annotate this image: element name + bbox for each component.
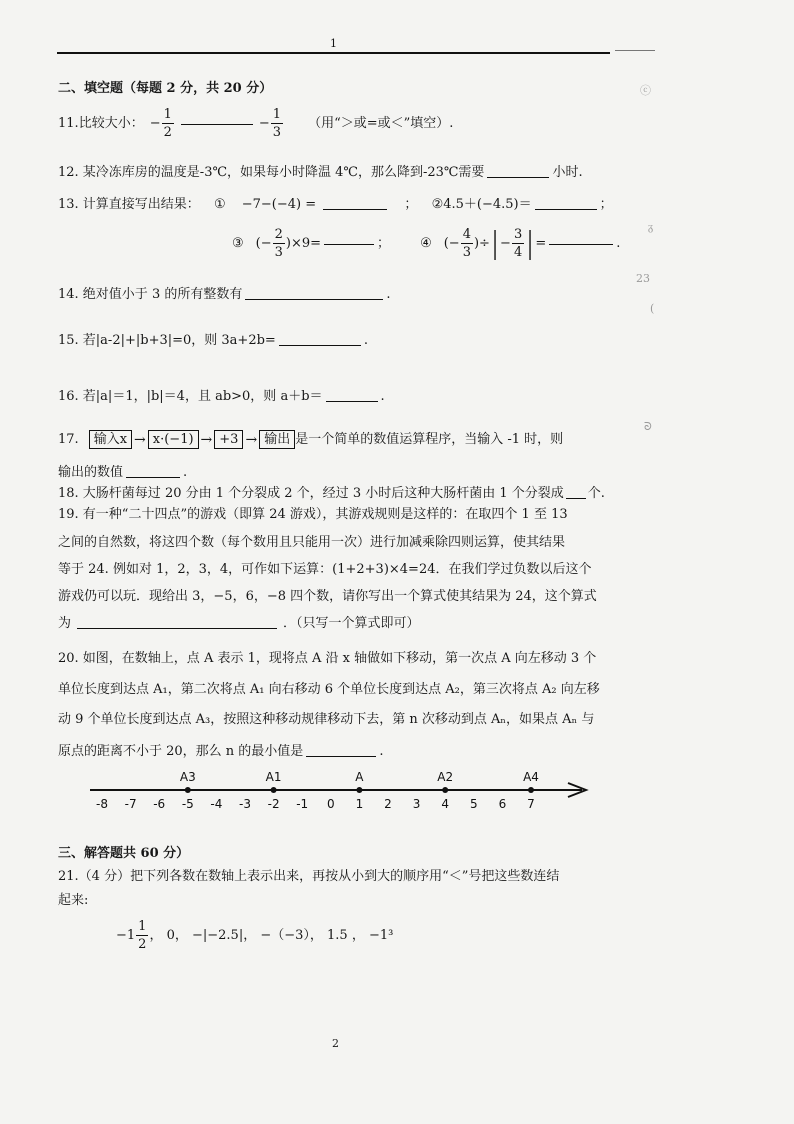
- header-rule: [57, 52, 610, 54]
- flow-box-multiply: x·(−1): [148, 430, 199, 449]
- question-13: 13. 计算直接写出结果： ① −7−(−4) = ； ②4.5＋(−4.5)＝ ；: [58, 197, 613, 212]
- point-label: A3: [179, 770, 196, 784]
- question-21-line2: 起来:: [58, 893, 89, 908]
- margin-mark: ᘐ: [644, 420, 652, 433]
- point-label: A2: [437, 770, 454, 784]
- fraction: $\frac{1}{2}$: [138, 919, 147, 952]
- point-marker: [442, 787, 448, 793]
- tick-label: 3: [412, 797, 421, 811]
- tick-label: -2: [267, 797, 280, 811]
- question-11: [58, 108, 453, 139]
- question-20-line1: 20. 如图，在数轴上，点 A 表示 1，现将点 A 沿 x 轴做如下移动，第一次点 A 向左移动 3 个: [58, 651, 597, 666]
- tick-label: -5: [181, 797, 194, 811]
- answer-blank[interactable]: [549, 243, 613, 245]
- page-number-bottom: 2: [332, 1037, 339, 1050]
- question-text: 14. 绝对值小于 3 的所有整数有: [58, 287, 243, 302]
- answer-blank[interactable]: [306, 755, 376, 757]
- question-13-line2: ③ (− $\frac{2}{3}$ )×9= ； ④ (− $\frac{4}{3}$ )÷ | − $\frac{3}{4}$ | = .: [232, 225, 621, 261]
- point-label: A1: [265, 770, 282, 784]
- fraction: $\frac{2}{3}$: [274, 227, 283, 260]
- question-19-line1: 19. 有一种“二十四点”的游戏（即算 24 游戏），其游戏规则是这样的：在取四个 1 至 13: [58, 507, 568, 522]
- question-text: 13. 计算直接写出结果：: [58, 197, 200, 212]
- tick-label: -4: [210, 797, 223, 811]
- answer-blank[interactable]: [77, 627, 277, 629]
- question-19-line2: 之间的自然数，将这四个数（每个数用且只能用一次）进行加减乘除四则运算，使其结果: [58, 535, 566, 550]
- arrow-right-icon: →: [134, 431, 146, 448]
- question-text: 15. 若|a-2|+|b+3|=0，则 3a+2b=: [58, 333, 276, 348]
- question-19-line3: 等于 24. 例如对 1，2，3，4，可作如下运算：(1+2+3)×4=24．在我们学过负数以后这个: [58, 562, 592, 577]
- question-text: 12. 某冷冻库房的温度是-3℃，如果每小时降温 4℃，那么降到-23℃需要: [58, 165, 485, 180]
- fraction: $\frac{4}{3}$: [462, 227, 471, 260]
- tick-label: 0: [326, 797, 335, 811]
- answer-blank[interactable]: [324, 243, 374, 245]
- absolute-bar: |: [527, 225, 534, 261]
- fraction: $\frac{3}{4}$: [513, 227, 523, 260]
- question-text: 比较大小：: [78, 116, 144, 131]
- tick-label: -7: [124, 797, 137, 811]
- answer-blank[interactable]: [279, 344, 361, 346]
- answer-blank[interactable]: [487, 176, 549, 178]
- point-marker: [356, 787, 362, 793]
- mixed-number-sign: −1: [116, 928, 136, 943]
- tick-label: -8: [96, 797, 108, 811]
- question-20-line4: 原点的距离不小于 20，那么 n 的最小值是 .: [58, 744, 384, 759]
- answer-blank[interactable]: [323, 208, 387, 210]
- question-21-numbers: [116, 920, 393, 951]
- point-marker: [185, 787, 191, 793]
- number-list: ， 0， −|−2.5|， −（−3）， 1.5 ， −1³: [149, 928, 394, 943]
- page-number-top: 1: [330, 37, 337, 50]
- answer-blank[interactable]: [126, 476, 180, 478]
- point-label: A: [355, 770, 364, 784]
- tick-label: -1: [296, 797, 309, 811]
- question-14: 14. 绝对值小于 3 的所有整数有 .: [58, 287, 391, 302]
- tick-label: 6: [498, 797, 507, 811]
- answer-blank[interactable]: [566, 497, 586, 499]
- minus-sign: −: [258, 116, 270, 131]
- question-16: 16. 若|a|＝1，|b|＝4，且 ab>0，则 a＋b＝ .: [58, 389, 385, 404]
- flow-box-input: 输入x: [89, 430, 132, 449]
- question-19-line4: 游戏仍可以玩．现给出 3，−5，6，−8 四个数，请你写出一个算式使其结果为 24，这个算式: [58, 589, 597, 604]
- fraction: $\frac{1}{3}$: [272, 107, 282, 140]
- answer-blank[interactable]: [245, 298, 383, 300]
- question-15: 15. 若|a-2|+|b+3|=0，则 3a+2b= .: [58, 333, 368, 348]
- part-label: ①: [213, 197, 226, 212]
- question-17: [58, 430, 563, 449]
- arrow-right-icon: →: [200, 431, 213, 448]
- tick-label: 5: [469, 797, 478, 811]
- answer-blank[interactable]: [181, 123, 253, 125]
- section-heading: 三、解答题共 60 分）: [58, 846, 190, 861]
- part-label: ③: [232, 236, 244, 251]
- question-18: 18. 大肠杆菌每过 20 分由 1 个分裂成 2 个，经过 3 小时后这种大肠杆菌由 1 个分裂成 个.: [58, 486, 605, 501]
- point-marker: [528, 787, 534, 793]
- flow-box-output: 输出: [259, 430, 295, 449]
- margin-mark: 23: [636, 272, 650, 285]
- tick-label: 4: [441, 797, 450, 811]
- question-20-line3: 动 9 个单位长度到达点 A₃，按照这种移动规律移动下去，第 n 次移动到点 Aₙ，如果点 Aₙ 与: [58, 712, 595, 727]
- answer-blank[interactable]: [535, 208, 597, 210]
- arrow-right-icon: →: [245, 431, 258, 448]
- answer-blank[interactable]: [326, 400, 378, 402]
- margin-mark: (: [650, 302, 655, 315]
- tick-label: -6: [153, 797, 166, 811]
- unit-text: 小时.: [552, 165, 583, 180]
- question-12: [58, 166, 583, 179]
- tick-label: 1: [355, 797, 364, 811]
- expression: ②4.5＋(−4.5)＝: [431, 197, 532, 212]
- question-number: 17.: [58, 432, 79, 447]
- margin-mark: ᵹ: [648, 220, 654, 233]
- question-21-line1: 21.（4 分）把下列各数在数轴上表示出来，再按从小到大的顺序用“＜”号把这些数连结: [58, 869, 560, 884]
- question-text: 是一个简单的数值运算程序，当输入 -1 时，则: [295, 432, 564, 447]
- question-number: 11.: [58, 116, 79, 131]
- expression: −7−(−4) =: [241, 197, 317, 212]
- number-line-figure: [88, 762, 598, 818]
- instruction-note: （用“＞或=或＜”填空）.: [308, 116, 454, 131]
- margin-mark: ⓒ: [640, 84, 651, 97]
- question-20-line2: 单位长度到达点 A₁，第二次将点 A₁ 向右移动 6 个单位长度到达点 A₂，第三次将点 A₂ 向左移: [58, 682, 600, 697]
- tick-label: 7: [527, 797, 535, 811]
- question-text: 18. 大肠杆菌每过 20 分由 1 个分裂成 2 个，经过 3 小时后这种大肠杆菌由 1 个分裂成: [58, 486, 564, 501]
- point-marker: [271, 787, 277, 793]
- question-17-line2: 输出的数值 .: [58, 465, 188, 480]
- tick-label: 2: [384, 797, 392, 811]
- header-rule-faint: [615, 50, 655, 51]
- section-heading: 二、填空题（每题 2 分，共 20 分）: [58, 81, 273, 96]
- minus-sign: −: [149, 116, 161, 131]
- flow-box-add: +3: [214, 430, 243, 449]
- part-label: ④: [420, 236, 432, 251]
- tick-label: -3: [239, 797, 251, 811]
- fraction: $\frac{1}{2}$: [163, 107, 172, 140]
- point-label: A4: [523, 770, 539, 784]
- absolute-bar: |: [491, 225, 499, 261]
- question-text: 16. 若|a|＝1，|b|＝4，且 ab>0，则 a＋b＝: [58, 389, 323, 404]
- question-19-line5: 为 ．（只写一个算式即可）: [58, 616, 420, 631]
